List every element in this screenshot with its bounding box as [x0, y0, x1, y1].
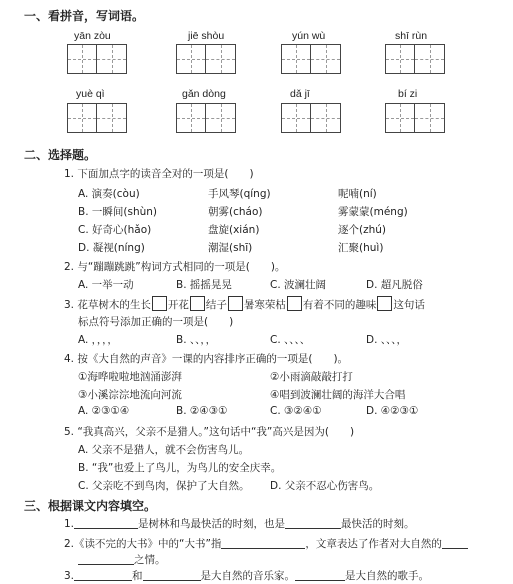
q3-part-4: 暑寒荣枯: [243, 299, 286, 311]
writing-grid-7[interactable]: [281, 103, 341, 133]
writing-grid-6[interactable]: [176, 103, 236, 133]
fill-3-text-b: 是大自然的音乐家。: [200, 570, 296, 582]
blank-1-2[interactable]: [285, 528, 341, 529]
q1-opt-c3: 逐个(zhú): [338, 224, 387, 236]
punct-box-3[interactable]: [228, 296, 243, 311]
q5-opt-a: A. 父亲不是猎人，就不会伤害鸟儿。: [78, 444, 250, 456]
fill-line-2: [64, 536, 468, 551]
section2-title: 二、选择题。: [24, 148, 97, 162]
q3-part-1: 3. 花草树木的生长: [64, 299, 151, 311]
pinyin-1: yān zòu: [74, 30, 111, 42]
q5-stem: 5. “我真高兴，父亲不是猎人。”这句话中“我”高兴是因为( ): [64, 426, 355, 438]
q3-part-5: 有着不同的趣味: [302, 299, 377, 311]
writing-grid-5[interactable]: [67, 103, 127, 133]
fill-1-text-b: 最快活的时刻。: [341, 518, 415, 530]
pinyin-8: bí zi: [398, 88, 418, 100]
q3-part-3: 结子: [205, 299, 227, 311]
fill-2-text-b: ，文章表达了作者对大自然的: [305, 538, 442, 550]
blank-3-3[interactable]: [295, 580, 345, 581]
fill-line-1: [64, 516, 415, 531]
writing-grid-4[interactable]: [385, 44, 445, 74]
q2-opt-b: B. 摇摇晃晃: [176, 279, 232, 291]
punct-box-2[interactable]: [190, 296, 205, 311]
blank-1-1[interactable]: [74, 528, 138, 529]
writing-grid-2[interactable]: [176, 44, 236, 74]
blank-3-1[interactable]: [74, 580, 132, 581]
q4-item-3: ③小溪淙淙地流向河流: [78, 389, 182, 401]
q1-opt-b3: 雾蒙蒙(méng): [338, 206, 408, 218]
blank-2-2[interactable]: [442, 548, 468, 549]
q4-item-1: ①海哗啦啦地汹涌澎湃: [78, 371, 182, 383]
pinyin-5: yuè qì: [76, 88, 105, 100]
q3-part-2: 开花: [167, 299, 189, 311]
fill-3-num: 3.: [64, 570, 75, 582]
q5-opt-c: C. 父亲吃不到鸟肉，保护了大自然。: [78, 480, 250, 492]
q4-item-4: ④唱到波澜壮阔的海洋大合唱: [270, 389, 406, 401]
pinyin-6: gǎn dòng: [182, 88, 226, 100]
fill-3-text-a: 和: [132, 570, 143, 582]
q3-opt-a: A. ，，，，: [78, 334, 118, 346]
writing-grid-8[interactable]: [385, 103, 445, 133]
q4-opt-a: A. ②③①④: [78, 405, 130, 417]
pinyin-3: yún wù: [292, 30, 326, 42]
q3-opt-b: B. 、、，，: [176, 334, 217, 346]
q3-opt-d: D. 、、、，: [366, 334, 408, 346]
q3-opt-c: C. 、、、、: [270, 334, 311, 346]
q2-stem: 2. 与“蹦蹦跳跳”构词方式相同的一项是( )。: [64, 261, 286, 273]
q1-opt-a1: A. 演奏(còu): [78, 188, 140, 200]
q1-opt-d3: 汇聚(huì): [338, 242, 384, 254]
q1-opt-d2: 潮湿(shī): [208, 242, 253, 254]
writing-grid-1[interactable]: [67, 44, 127, 74]
punct-box-5[interactable]: [377, 296, 392, 311]
fill-2-text-a: 2.《读不完的大书》中的“大书”指: [64, 538, 222, 550]
punct-box-1[interactable]: [152, 296, 167, 311]
q5-opt-b: B. “我”也爱上了鸟儿，为鸟儿的安全庆幸。: [78, 462, 282, 474]
q2-opt-a: A. 一举一动: [78, 279, 134, 291]
section1-title: 一、看拼音，写词语。: [24, 9, 145, 23]
writing-grid-3[interactable]: [281, 44, 341, 74]
fill-2-text-c: 之情。: [134, 554, 166, 566]
q4-opt-b: B. ②④③①: [176, 405, 228, 417]
q1-opt-b2: 朝雾(cháo): [208, 206, 263, 218]
pinyin-2: jiē shòu: [188, 30, 225, 42]
q1-opt-c2: 盘旋(xián): [208, 224, 260, 236]
q4-opt-d: D. ④②③①: [366, 405, 419, 417]
q2-opt-d: D. 超凡脱俗: [366, 279, 423, 291]
fill-1-text-a: 是树林和鸟最快活的时刻，也是: [138, 518, 286, 530]
q1-opt-a2: 手风琴(qíng): [208, 188, 271, 200]
fill-3-text-c: 是大自然的歌手。: [345, 570, 430, 582]
q1-opt-a3: 呢喃(ní): [338, 188, 377, 200]
q3-line2: 标点符号添加正确的一项是( ): [78, 316, 234, 328]
section3-title: 三、根据课文内容填空。: [24, 499, 157, 513]
q1-opt-c1: C. 好奇心(hǎo): [78, 224, 152, 236]
punct-box-4[interactable]: [287, 296, 302, 311]
blank-2-1[interactable]: [221, 548, 305, 549]
q3-part-6: 这句话: [393, 299, 425, 311]
q2-opt-c: C. 波澜壮阔: [270, 279, 327, 291]
q4-item-2: ②小雨滴敲敲打打: [270, 371, 353, 383]
q1-opt-d1: D. 凝视(níng): [78, 242, 145, 254]
pinyin-7: dǎ jī: [290, 88, 310, 100]
q1-stem: 1. 下面加点字的读音全对的一项是( ): [64, 168, 254, 180]
fill-1-num: 1.: [64, 518, 75, 530]
pinyin-4: shī rùn: [395, 30, 428, 42]
blank-3-2[interactable]: [143, 580, 201, 581]
fill-line-2b: [78, 552, 166, 567]
q3-stem: [64, 296, 425, 312]
q4-stem: 4. 按《大自然的声音》一课的内容排序正确的一项是( )。: [64, 353, 349, 365]
blank-2-3[interactable]: [78, 564, 134, 565]
q1-opt-b1: B. 一瞬间(shùn): [78, 206, 158, 218]
q5-opt-d: D. 父亲不忍心伤害鸟。: [270, 480, 380, 492]
q4-opt-c: C. ③②④①: [270, 405, 322, 417]
fill-line-3: [64, 568, 429, 583]
